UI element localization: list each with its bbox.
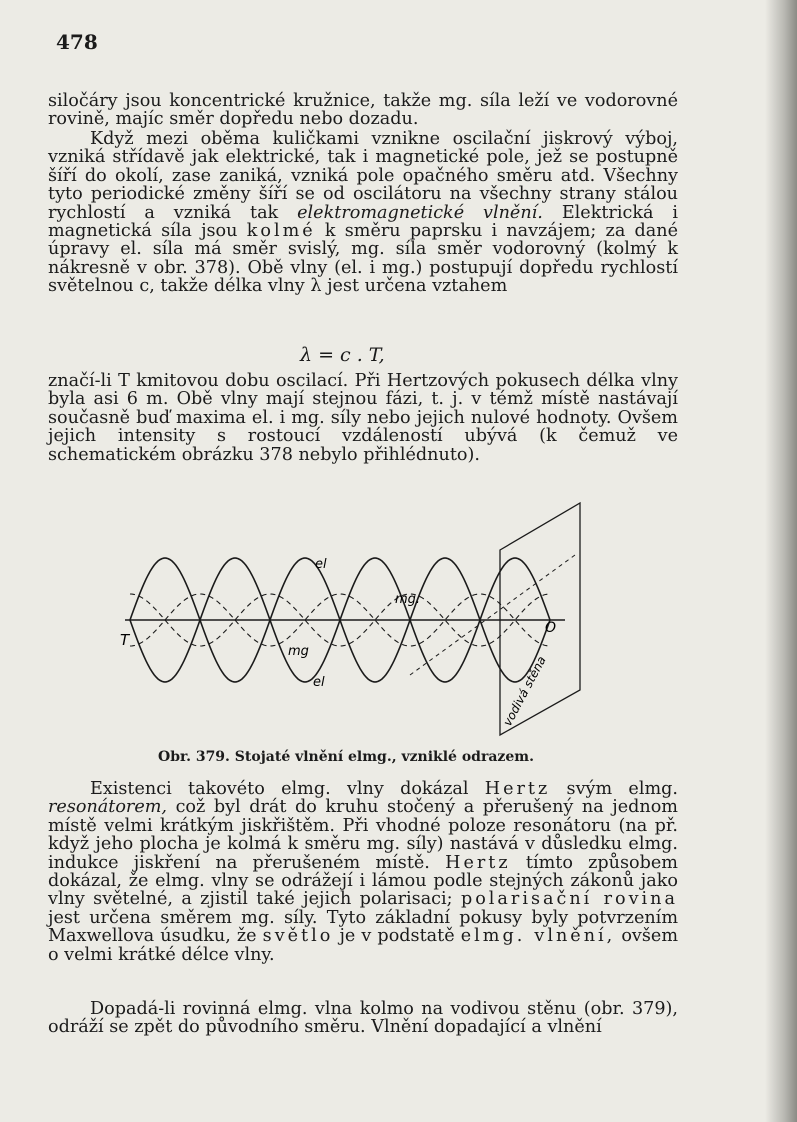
paragraph-1 (48, 92, 678, 129)
paragraph-4-e: jest určena směrem mg. síly. Tyto základní pokusy byly potvrzením Maxwellova úsudku, že (48, 907, 678, 947)
label-O: O (545, 620, 557, 636)
label-el-bottom: el (313, 675, 325, 690)
label-T: T (120, 631, 130, 649)
paragraph-4 (48, 780, 678, 964)
paragraph-4-c: což byl drát do kruhu stočený a přerušený na jednom místě velmi krátkým jiskřištěm. Při vhodné poloze resonátoru (na př. když jeho plocha je kolmá k směru mg. síly) nastává v důsledku elmg. indukce jiskření na přerušeném místě. (48, 797, 678, 873)
paragraph-4-polarisace: polarisaci; (359, 889, 453, 910)
paragraph-4-b: svým elmg. (566, 779, 678, 799)
spaced-kolme: kolmé (246, 221, 316, 242)
paragraph-4-g: ovšem o velmi krátké délce vlny. (48, 926, 678, 965)
label-el-top: el (315, 557, 327, 572)
spaced-hertz-2: Hertz (445, 852, 511, 873)
label-wall: vodivá stěna (500, 653, 549, 729)
paragraph-5-text: Dopadá-li rovinná elmg. vlna kolmo na vodivou stěnu (obr. 379), odráží se zpět do původního směru. Vlnění dopadající a vlnění (48, 999, 678, 1038)
wall-diagonal-line (410, 555, 575, 675)
spaced-polarisacni-rovina: polarisační rovina (460, 889, 679, 910)
figure-standing-wave (110, 495, 600, 745)
paragraph-4-f: je v podstatě (339, 926, 455, 947)
paragraph-2-tail: k směru paprsku i navzájem; za dané úpravy el. síla má směr svislý, mg. síla směr vodorovný (kolmý k nákresně v obr. 378). Obě vlny (el. i mg.) postupují dopředu rychlostí světelnou c, takže délka vlny λ jest určena vztahem (48, 221, 679, 297)
formula-wavelength: λ = c . T, (300, 344, 385, 366)
page-number: 478 (56, 30, 98, 54)
term-elmg-vlneni: elektromagnetické vlnění. (297, 202, 543, 223)
paragraph-2-mid: Elektrická i magnetická síla jsou (48, 202, 678, 242)
label-mg-bottom: mg (288, 644, 309, 659)
paragraph-2 (48, 130, 678, 296)
paragraph-3 (48, 372, 678, 464)
term-resonator: resonátorem, (48, 797, 168, 818)
paragraph-4-a: Existenci takovéto elmg. vlny dokázal (90, 779, 469, 799)
paragraph-5 (48, 1000, 678, 1037)
spaced-hertz-1: Hertz (484, 779, 551, 799)
spaced-elmg-vlneni: elmg. vlnění, (460, 926, 616, 947)
figure-caption: Obr. 379. Stojaté vlnění elmg., vzniklé odrazem. (158, 749, 534, 765)
figure-svg (110, 495, 600, 745)
page-edge-shadow (765, 0, 797, 1122)
paragraph-1-text: siločáry jsou koncentrické kružnice, takže mg. síla leží ve vodorovné rovině, majíc směr dopředu nebo dozadu. (48, 91, 678, 130)
spaced-svetlo: světlo (262, 926, 334, 947)
label-mg-top: mg. (395, 592, 421, 607)
paragraph-2-lead: Když mezi oběma kuličkami vznikne oscilační jiskrový výboj, vzniká střídavě jak elektrické, tak i magnetické pole, jež se postupně šíří do okolí, zase zaniká, vzniká pole opačného směru atd. Všechny tyto periodické změny šíří se od oscilátoru na všechny strany stálou rychlostí a vzniká tak (48, 129, 678, 223)
paragraph-3-text: značí-li T kmitovou dobu oscilací. Při Hertzových pokusech délka vlny byla asi 6 m. Obě vlny mají stejnou fázi, t. j. v témž místě nastávají současně buď maxima el. i mg. síly nebo jejich nulové hodnoty. Ovšem jejich intensity s rostoucí vzdáleností ubývá (k čemuž ve schematickém obrázku 378 nebylo přihlédnuto). (48, 371, 678, 465)
paragraph-4-d: tímto způsobem dokázal, že elmg. vlny se odrážejí i lámou podle stejných zákonů jako vlny světelné, a zjistil také jejich (48, 852, 678, 910)
